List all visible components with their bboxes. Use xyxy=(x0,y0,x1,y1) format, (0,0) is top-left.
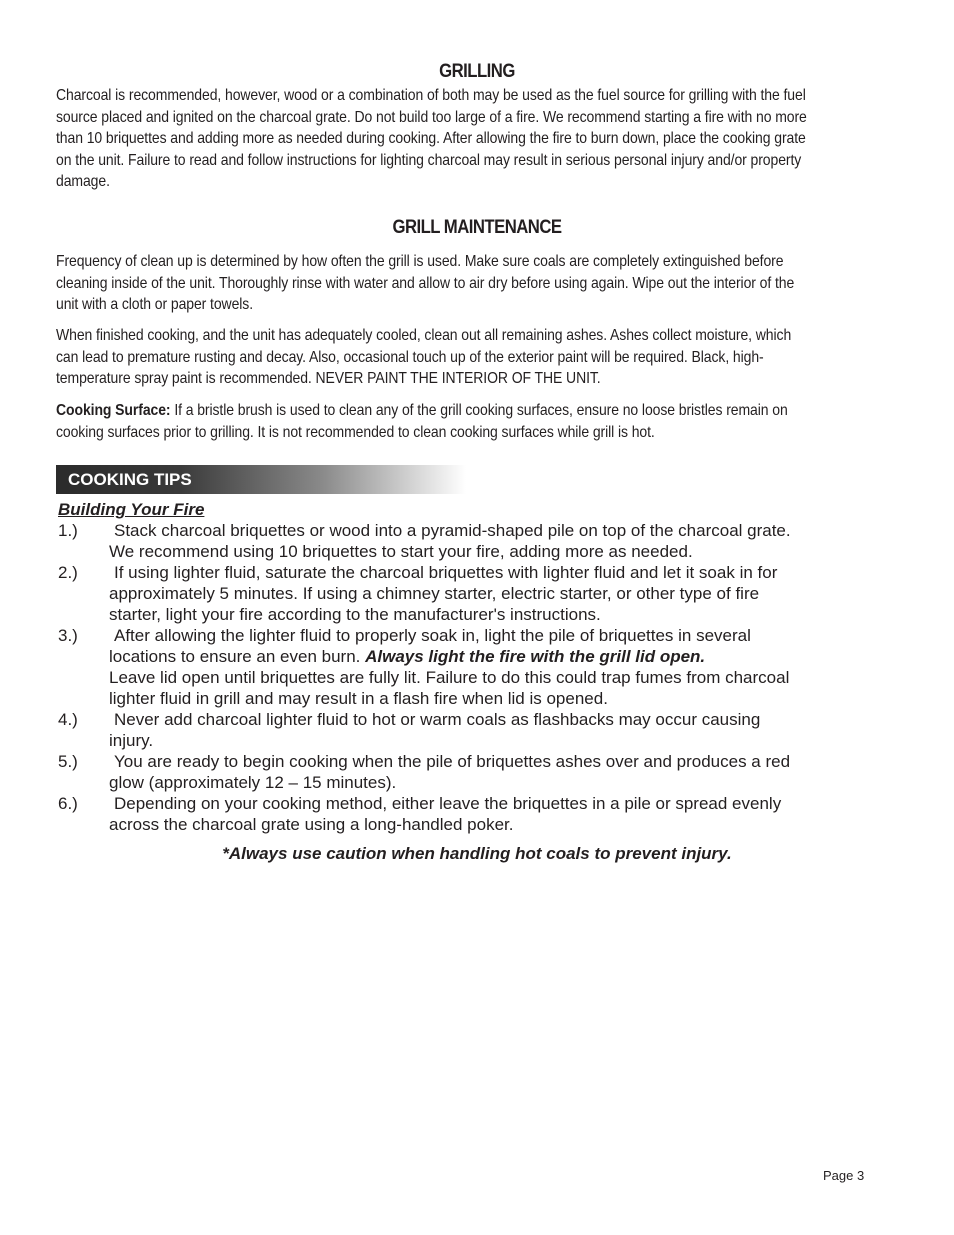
list-item xyxy=(58,793,938,835)
step-number: 5.) xyxy=(58,752,78,771)
list-item xyxy=(58,751,938,793)
maintenance-paragraph-2 xyxy=(56,325,887,390)
text-line: Stack charcoal briquettes or wood into a pyramid-shaped pile on top of the charcoal grate. xyxy=(114,521,791,540)
maintenance-paragraph-1 xyxy=(56,251,887,316)
text-line: After allowing the lighter fluid to properly soak in, light the pile of briquettes in several xyxy=(114,626,751,645)
text-line: cooking surfaces prior to grilling. It is not recommended to clean cooking surfaces while grill is hot. xyxy=(56,423,655,441)
step-number: 3.) xyxy=(58,626,78,645)
text-line: Never add charcoal lighter fluid to hot or warm coals as flashbacks may occur causing xyxy=(114,710,761,729)
text-line: across the charcoal grate using a long-handled poker. xyxy=(109,815,514,834)
text-line: approximately 5 minutes. If using a chimney starter, electric starter, or other type of fire xyxy=(109,584,760,603)
list-item xyxy=(58,562,938,625)
text-span: If a bristle brush is used to clean any of the grill cooking surfaces, ensure no loose bristles remain on xyxy=(170,402,788,419)
list-item xyxy=(58,520,938,562)
cooking-surface-label: Cooking Surface: xyxy=(56,402,171,419)
list-item xyxy=(58,625,938,709)
cooking-surface-paragraph xyxy=(56,400,887,443)
step-number: 6.) xyxy=(58,794,78,813)
text-line: Frequency of clean up is determined by how often the grill is used. Make sure coals are completely extinguished before xyxy=(56,253,784,270)
text-line: damage. xyxy=(56,173,110,190)
text-line: unit with a cloth or paper towels. xyxy=(56,296,254,313)
text-span: locations to ensure an even burn. xyxy=(109,647,366,666)
building-fire-subheading: Building Your Fire xyxy=(58,500,205,519)
text-line: You are ready to begin cooking when the pile of briquettes ashes over and produces a red xyxy=(114,752,791,771)
text-line: source placed and ignited on the charcoal grate. Do not build too large of a fire. We recommend starting a fire with no more xyxy=(56,108,807,126)
grilling-paragraph xyxy=(56,85,887,193)
text-line: If using lighter fluid, saturate the charcoal briquettes with lighter fluid and let it soak in for xyxy=(114,563,778,582)
page-number: Page 3 xyxy=(823,1168,865,1183)
text-line: injury. xyxy=(109,731,154,750)
list-item xyxy=(58,709,938,751)
text-line: cleaning inside of the unit. Thoroughly rinse with water and allow to air dry before using again. Wipe out the interior of the xyxy=(56,274,795,292)
text-line: Leave lid open until briquettes are fully lit. Failure to do this could trap fumes from charcoal xyxy=(109,668,790,687)
text-line xyxy=(109,646,938,667)
text-line: We recommend using 10 briquettes to start your fire, adding more as needed. xyxy=(109,542,693,561)
text-line: on the unit. Failure to read and follow instructions for lighting charcoal may result in serious personal injury and/or property xyxy=(56,151,802,169)
grilling-heading: GRILLING xyxy=(439,61,515,82)
cooking-tips-banner xyxy=(56,465,466,494)
maintenance-heading: GRILL MAINTENANCE xyxy=(392,217,562,238)
caution-note: *Always use caution when handling hot coals to prevent injury. xyxy=(222,844,732,863)
text-line: than 10 briquettes and adding more as needed during cooking. After allowing the fire to burn down, place the cooking grate xyxy=(56,130,806,147)
text-line: can lead to premature rusting and decay. Also, occasional touch up of the exterior paint will be required. Black, high- xyxy=(56,348,764,366)
emphasis-text: Always light the fire with the grill lid open. xyxy=(365,647,706,666)
text-line: temperature spray paint is recommended. NEVER PAINT THE INTERIOR OF THE UNIT. xyxy=(56,370,601,387)
step-number: 4.) xyxy=(58,710,78,729)
step-number: 2.) xyxy=(58,563,78,582)
cooking-tips-title: COOKING TIPS xyxy=(68,470,192,489)
text-line: lighter fluid in grill and may result in a flash fire when lid is opened. xyxy=(109,689,608,708)
text-line xyxy=(56,400,887,422)
text-line: Depending on your cooking method, either leave the briquettes in a pile or spread evenly xyxy=(114,794,782,813)
step-number: 1.) xyxy=(58,521,78,540)
text-line: Charcoal is recommended, however, wood or a combination of both may be used as the fuel source for grilling with the fuel xyxy=(56,87,806,104)
text-line: glow (approximately 12 – 15 minutes). xyxy=(109,773,397,792)
text-line: starter, light your fire according to the manufacturer's instructions. xyxy=(109,605,601,624)
fire-steps-list xyxy=(58,520,938,835)
text-line: When finished cooking, and the unit has adequately cooled, clean out all remaining ashes. Ashes collect moisture, which xyxy=(56,327,792,344)
